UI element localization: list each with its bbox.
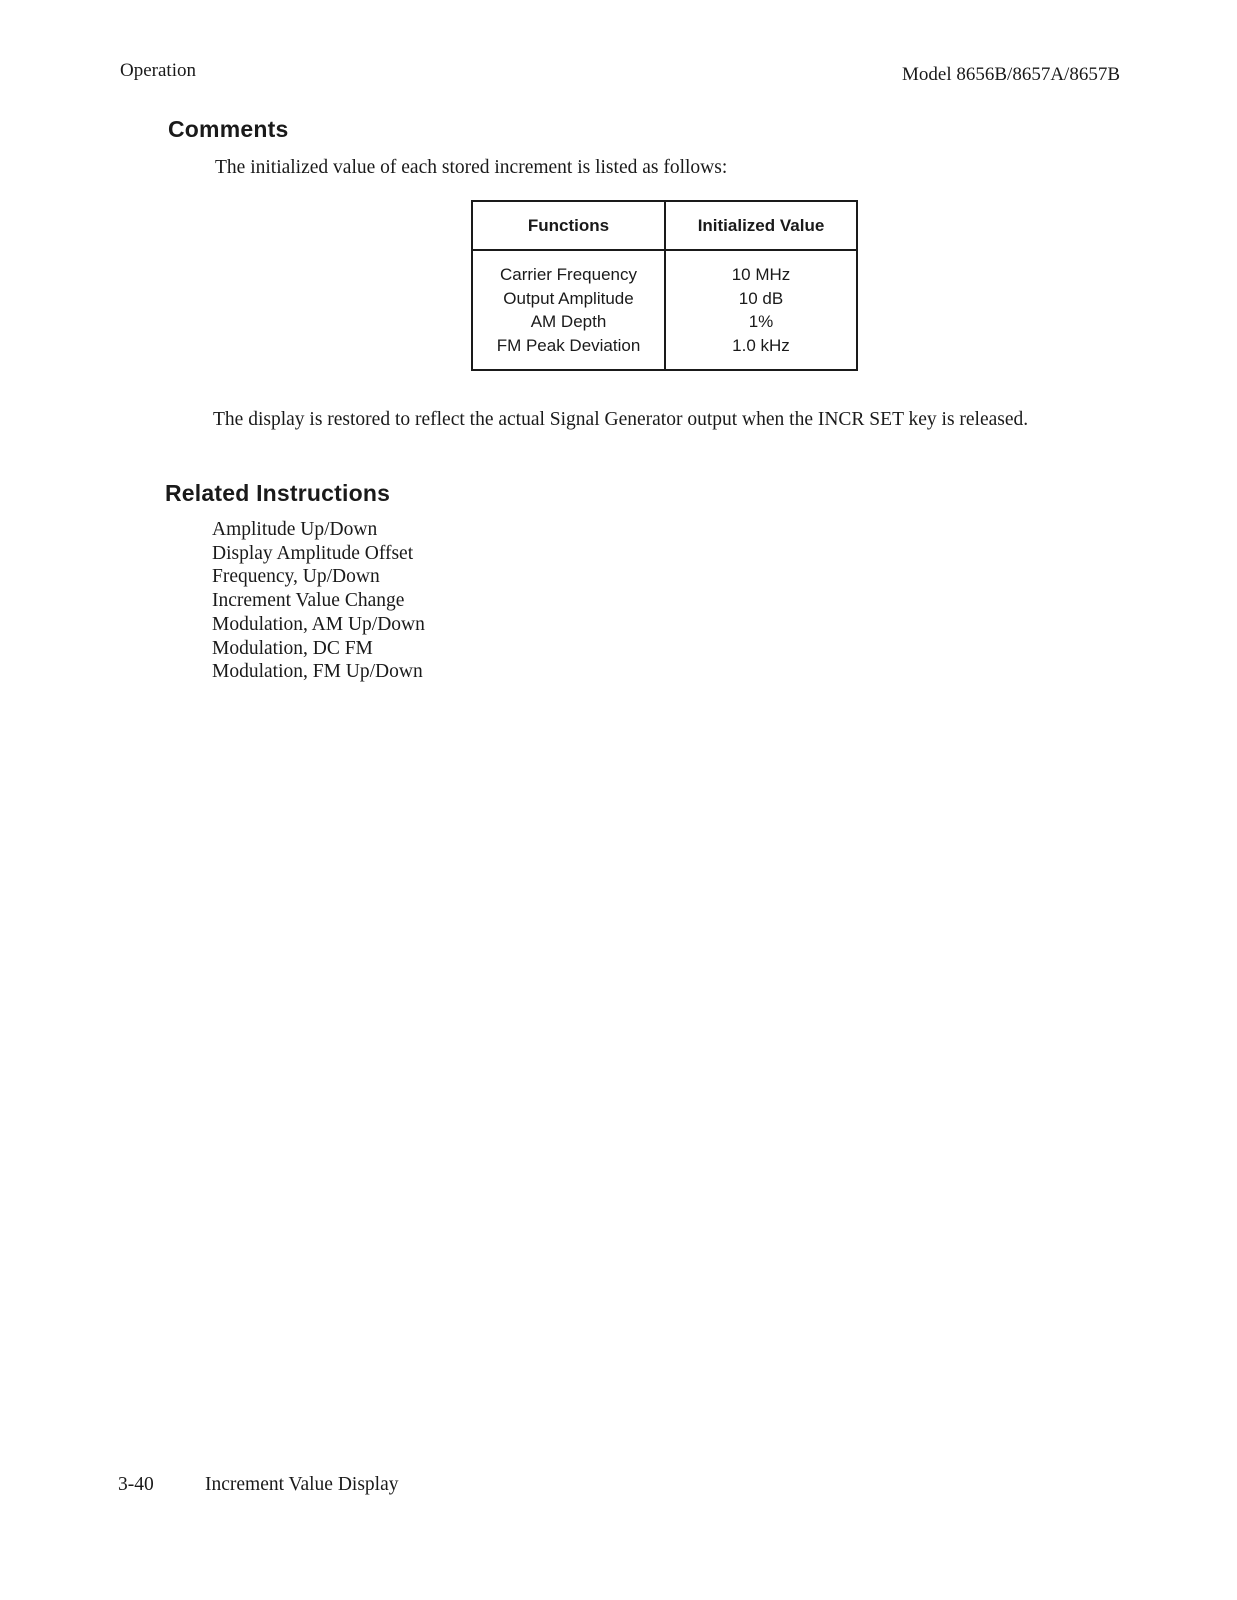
function-name: AM Depth bbox=[530, 312, 607, 331]
initialized-values-table bbox=[471, 200, 858, 371]
list-item: Increment Value Change bbox=[212, 590, 405, 612]
table-row bbox=[472, 250, 857, 370]
functions-column-header: Functions bbox=[472, 201, 665, 250]
list-item: Modulation, AM Up/Down bbox=[212, 613, 425, 635]
page-number: 3-40 bbox=[118, 1474, 154, 1495]
list-item: Modulation, FM Up/Down bbox=[212, 661, 423, 683]
functions-cell bbox=[472, 250, 665, 370]
function-name: Output Amplitude bbox=[503, 288, 634, 308]
function-name: FM Peak Deviation bbox=[496, 335, 641, 355]
display-restore-note: The display is restored to reflect the actual Signal Generator output when the INCR SET key is released. bbox=[213, 409, 1029, 430]
function-name: Carrier Frequency bbox=[500, 265, 637, 284]
running-header-section: Operation bbox=[120, 60, 196, 81]
values-cell bbox=[665, 250, 857, 370]
initialized-value: 1.0 kHz bbox=[732, 335, 790, 355]
comments-heading: Comments bbox=[168, 116, 289, 142]
initialized-value: 1% bbox=[748, 312, 774, 331]
running-header-model: Model 8656B/8657A/8657B bbox=[902, 64, 1120, 85]
related-instructions-list bbox=[212, 518, 425, 684]
initialized-value: 10 dB bbox=[738, 288, 784, 308]
list-item: Modulation, DC FM bbox=[212, 637, 373, 659]
table-header-row bbox=[472, 201, 857, 250]
list-item: Display Amplitude Offset bbox=[212, 542, 414, 564]
initialized-value-column-header: Initialized Value bbox=[665, 201, 857, 250]
footer-title: Increment Value Display bbox=[205, 1474, 399, 1495]
initialized-value: 10 MHz bbox=[731, 265, 791, 284]
comments-intro-text: The initialized value of each stored increment is listed as follows: bbox=[215, 157, 728, 178]
related-instructions-heading: Related Instructions bbox=[165, 480, 391, 506]
list-item: Amplitude Up/Down bbox=[212, 519, 378, 540]
list-item: Frequency, Up/Down bbox=[212, 566, 380, 588]
